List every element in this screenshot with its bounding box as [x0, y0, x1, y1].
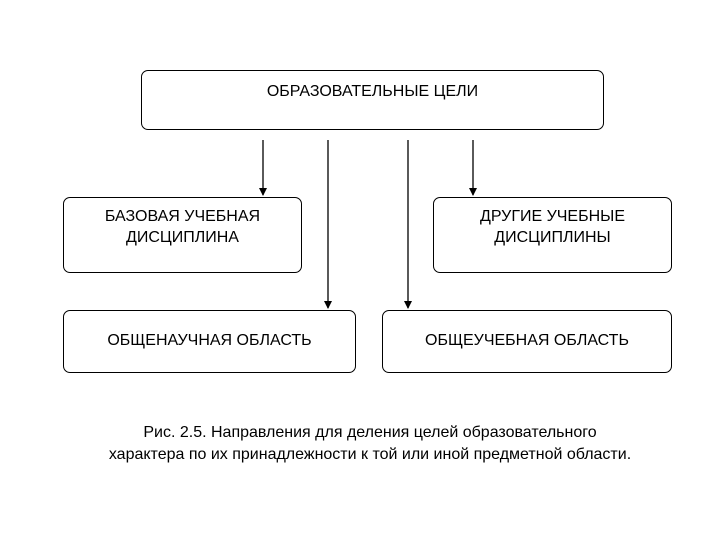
general-education-area-label: ОБЩЕУЧЕБНАЯ ОБЛАСТЬ	[425, 332, 629, 350]
general-education-area-box	[382, 310, 672, 373]
other-disciplines-box	[433, 197, 672, 273]
educational-goals-box	[141, 70, 604, 130]
base-discipline-box	[63, 197, 302, 273]
general-science-area-label: ОБЩЕНАУЧНАЯ ОБЛАСТЬ	[107, 332, 312, 350]
base-discipline-label-line2: ДИСЦИПЛИНА	[126, 228, 239, 246]
educational-goals-label: ОБРАЗОВАТЕЛЬНЫЕ ЦЕЛИ	[266, 83, 479, 100]
caption-line1: Рис. 2.5. Направления для деления целей образовательного	[143, 424, 597, 441]
figure-caption	[40, 422, 700, 466]
other-disciplines-label-line2: ДИСЦИПЛИНЫ	[494, 228, 611, 246]
general-science-area-box	[63, 310, 356, 373]
other-disciplines-label-line1: ДРУГИЕ УЧЕБНЫЕ	[480, 208, 625, 225]
base-discipline-label-line1: БАЗОВАЯ УЧЕБНАЯ	[104, 208, 261, 225]
caption-line2: характера по их принадлежности к той или иной предметной области.	[108, 446, 632, 463]
